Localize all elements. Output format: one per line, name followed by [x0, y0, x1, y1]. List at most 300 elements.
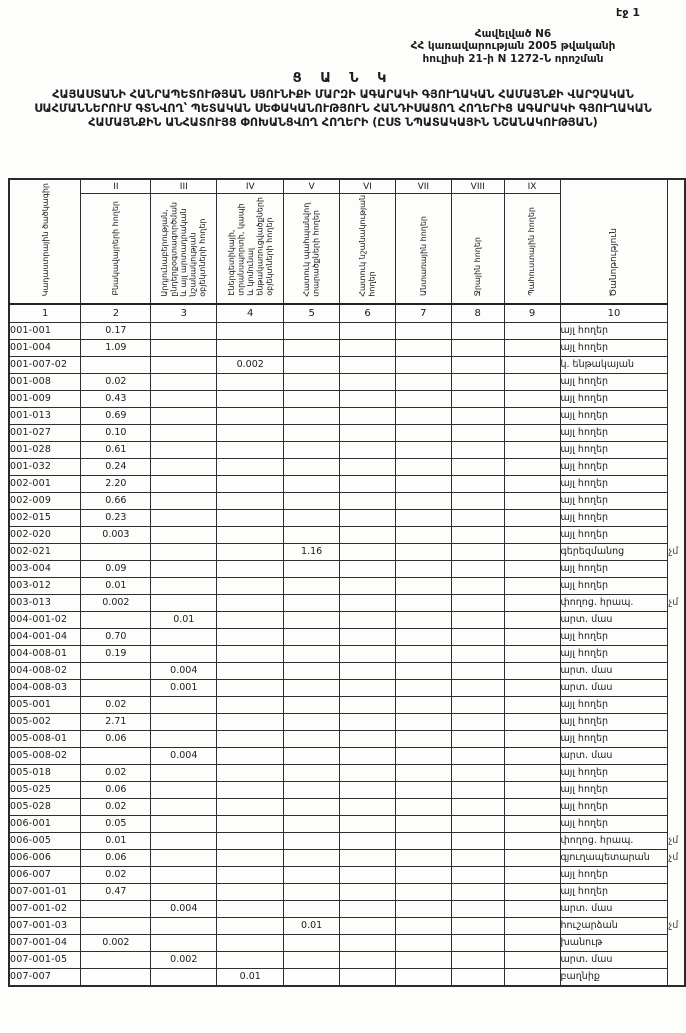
cell-value — [451, 730, 504, 747]
column-header-note-label: Ծանոթություն — [608, 228, 619, 297]
table-row — [9, 526, 685, 543]
cell-value — [217, 798, 284, 815]
table-row — [9, 492, 685, 509]
cell-note: այլ հողեր — [560, 407, 668, 424]
cell-note: այլ հողեր — [560, 526, 668, 543]
cell-value — [451, 373, 504, 390]
cell-value — [451, 577, 504, 594]
cell-value — [395, 560, 451, 577]
cell-value — [151, 424, 217, 441]
cell-value — [217, 407, 284, 424]
table-row — [9, 407, 685, 424]
cell-value — [395, 900, 451, 917]
cell-note: գյուղապետարան — [560, 849, 668, 866]
cell-value: 0.43 — [81, 390, 151, 407]
cell-value — [217, 883, 284, 900]
cell-value — [217, 543, 284, 560]
cell-note: այլ հողեր — [560, 458, 668, 475]
cell-value — [284, 781, 340, 798]
cell-value — [151, 543, 217, 560]
cell-value — [284, 611, 340, 628]
cell-code: 007-001-01 — [9, 883, 81, 900]
cell-code: 001-027 — [9, 424, 81, 441]
cell-note: այլ հողեր — [560, 883, 668, 900]
table-body — [9, 322, 685, 986]
cell-value — [395, 577, 451, 594]
cell-note: այլ հողեր — [560, 492, 668, 509]
cell-value — [504, 968, 560, 986]
cell-value: 0.002 — [151, 951, 217, 968]
cell-value — [395, 798, 451, 815]
cell-value — [151, 849, 217, 866]
table-row — [9, 543, 685, 560]
cell-value — [151, 628, 217, 645]
cell-value — [340, 900, 396, 917]
cell-value — [395, 832, 451, 849]
roman-numeral-IX: IX — [504, 179, 560, 194]
cell-value — [340, 424, 396, 441]
margin-note — [668, 322, 685, 339]
cell-value — [284, 798, 340, 815]
cell-value: 0.004 — [151, 900, 217, 917]
cell-value — [395, 696, 451, 713]
cell-code: 004-008-01 — [9, 645, 81, 662]
cell-note: արտ. մաս — [560, 951, 668, 968]
cell-value — [151, 577, 217, 594]
cell-value — [340, 492, 396, 509]
table-row — [9, 509, 685, 526]
cell-note: այլ հողեր — [560, 781, 668, 798]
decree-line-2: հուլիսի 21-ի N 1272-Ն որոշման — [422, 52, 604, 65]
cell-code: 007-001-05 — [9, 951, 81, 968]
cell-value — [151, 390, 217, 407]
cell-code: 006-006 — [9, 849, 81, 866]
cell-value — [395, 747, 451, 764]
doc-subtitle: ՀԱՅԱՍՏԱՆԻ ՀԱՆՐԱՊԵՏՈՒԹՅԱՆ ՍՅՈՒՆԻՔԻ ՄԱՐԶԻ ԱԳԱՐԱԿԻ ԳՅՈՒՂԱԿԱՆ ՀԱՄԱՅՆՔԻ ՎԱՐՉԱԿԱՆ ՍԱՀՄԱՆՆԵՐՈՒՄ ԳՏՆՎՈՂ՝ ՊԵՏԱԿԱՆ ՍԵՓԱԿԱՆՈՒԹՅՈՒՆ ՀԱՆԴԻՍԱՑՈՂ ՀՈՂԵՐԻՑ ԱԳԱՐԱԿԻ ԳՅՈՒՂԱԿԱՆ ՀԱՄԱՅՆՔԻՆ ԱՆՀԱՏՈՒՅՑ ՓՈԽԱՆՑՎՈՂ ՀՈՂԵՐԻ (ԸՍՏ ՆՊԱՏԱԿԱՅԻՆ ՆՇԱՆԱԿՈՒԹՅԱՆ) — [34, 88, 652, 129]
cell-value — [451, 339, 504, 356]
header-roman-row — [9, 179, 685, 194]
cell-note: այլ հողեր — [560, 441, 668, 458]
cell-value: 0.002 — [81, 934, 151, 951]
cell-value — [151, 594, 217, 611]
cell-value — [451, 883, 504, 900]
cell-value: 0.19 — [81, 645, 151, 662]
land-parcels-table — [8, 178, 686, 987]
cell-value: 0.24 — [81, 458, 151, 475]
cell-value — [504, 475, 560, 492]
cell-value: 0.002 — [217, 356, 284, 373]
appendix-block — [348, 28, 678, 65]
cell-code: 001-009 — [9, 390, 81, 407]
cell-value: 0.001 — [151, 679, 217, 696]
cell-value — [217, 594, 284, 611]
cell-value — [151, 866, 217, 883]
table-row — [9, 866, 685, 883]
cell-code: 005-001 — [9, 696, 81, 713]
cell-value — [284, 883, 340, 900]
cell-note: այլ հողեր — [560, 390, 668, 407]
cell-note: այլ հողեր — [560, 475, 668, 492]
cell-value — [395, 322, 451, 339]
cell-value — [151, 781, 217, 798]
margin-note — [668, 628, 685, 645]
cell-value — [151, 696, 217, 713]
cell-value: 0.69 — [81, 407, 151, 424]
cell-value — [217, 747, 284, 764]
cell-note: այլ հողեր — [560, 764, 668, 781]
cell-value — [340, 679, 396, 696]
cell-value — [217, 900, 284, 917]
margin-note — [668, 730, 685, 747]
category-label: Արդյունաբերության, ընդերքօգտագործման և այլ արտադրական նշանակության օբյեկտների հողեր — [160, 202, 207, 297]
table-row — [9, 815, 685, 832]
cell-value: 0.02 — [81, 696, 151, 713]
cell-value — [395, 815, 451, 832]
cell-value — [504, 764, 560, 781]
cell-value — [81, 356, 151, 373]
cell-value — [284, 424, 340, 441]
cell-value — [81, 951, 151, 968]
cell-value — [395, 594, 451, 611]
cell-value — [504, 917, 560, 934]
cell-value — [151, 645, 217, 662]
column-header-category-vii — [395, 194, 451, 304]
column-number-9: 9 — [504, 304, 560, 323]
cell-value — [504, 390, 560, 407]
cell-value — [395, 968, 451, 986]
category-label: Պահուստային հողեր — [527, 207, 537, 296]
cell-value — [395, 713, 451, 730]
cell-value — [217, 560, 284, 577]
cell-value — [217, 866, 284, 883]
cell-value — [340, 509, 396, 526]
cell-value — [451, 492, 504, 509]
cell-value: 0.06 — [81, 849, 151, 866]
cell-code: 004-001-02 — [9, 611, 81, 628]
cell-value — [340, 934, 396, 951]
margin-note — [668, 492, 685, 509]
cell-code: 002-021 — [9, 543, 81, 560]
cell-value — [81, 611, 151, 628]
cell-note: արտ. մաս — [560, 747, 668, 764]
roman-numeral-III: III — [151, 179, 217, 194]
cell-code: 005-028 — [9, 798, 81, 815]
margin-note — [668, 764, 685, 781]
cell-value: 0.10 — [81, 424, 151, 441]
cell-value — [151, 730, 217, 747]
cell-value — [284, 594, 340, 611]
cell-value — [395, 730, 451, 747]
table-row — [9, 730, 685, 747]
cell-code: 001-032 — [9, 458, 81, 475]
cell-value — [217, 917, 284, 934]
cell-value — [395, 679, 451, 696]
cell-value: 0.004 — [151, 662, 217, 679]
cell-value — [451, 509, 504, 526]
cell-value — [504, 645, 560, 662]
cell-value — [340, 730, 396, 747]
cell-value — [284, 577, 340, 594]
cell-value: 0.47 — [81, 883, 151, 900]
cell-value — [340, 917, 396, 934]
table-row — [9, 458, 685, 475]
cell-code: 005-002 — [9, 713, 81, 730]
cell-note: այլ հողեր — [560, 866, 668, 883]
column-header-category-ii — [81, 194, 151, 304]
cell-value — [504, 798, 560, 815]
cell-note: փողոց. հրապ. — [560, 832, 668, 849]
cell-value — [395, 509, 451, 526]
cell-value: 0.01 — [151, 611, 217, 628]
cell-code: 002-015 — [9, 509, 81, 526]
column-header-code — [9, 179, 81, 304]
column-number-5: 5 — [284, 304, 340, 323]
cell-value — [395, 339, 451, 356]
cell-note: այլ հողեր — [560, 339, 668, 356]
cell-value — [151, 373, 217, 390]
cell-value — [151, 798, 217, 815]
cell-value — [284, 526, 340, 543]
cell-value — [451, 458, 504, 475]
cell-value — [451, 679, 504, 696]
cell-value — [395, 356, 451, 373]
cell-value — [284, 849, 340, 866]
cell-value: 0.05 — [81, 815, 151, 832]
cell-code: 005-008-02 — [9, 747, 81, 764]
cell-value — [284, 645, 340, 662]
table-row — [9, 628, 685, 645]
cell-value — [217, 832, 284, 849]
cell-code: 005-025 — [9, 781, 81, 798]
cell-value — [284, 900, 340, 917]
margin-note — [668, 390, 685, 407]
cell-value — [395, 849, 451, 866]
cell-value — [151, 509, 217, 526]
cell-value — [395, 373, 451, 390]
category-label: Հատուկ պահպանվող տարածքների հողեր — [302, 202, 321, 297]
table-row — [9, 849, 685, 866]
cell-note: այլ հողեր — [560, 628, 668, 645]
cell-value — [504, 356, 560, 373]
cell-value — [151, 883, 217, 900]
cell-note: հուշարձան — [560, 917, 668, 934]
cell-value: 0.06 — [81, 730, 151, 747]
cell-value — [151, 407, 217, 424]
cell-code: 006-007 — [9, 866, 81, 883]
cell-code: 005-018 — [9, 764, 81, 781]
cell-value — [284, 730, 340, 747]
cell-value — [340, 815, 396, 832]
cell-value — [217, 730, 284, 747]
cell-value: 0.61 — [81, 441, 151, 458]
cell-value — [451, 645, 504, 662]
cell-value — [284, 339, 340, 356]
cell-value — [284, 696, 340, 713]
roman-numeral-II: II — [81, 179, 151, 194]
cell-value — [504, 611, 560, 628]
cell-value — [395, 628, 451, 645]
roman-numeral-VIII: VIII — [451, 179, 504, 194]
cell-value — [217, 390, 284, 407]
cell-note: այլ հողեր — [560, 798, 668, 815]
cell-value — [340, 968, 396, 986]
cell-value — [395, 645, 451, 662]
cell-value — [395, 458, 451, 475]
cell-value — [217, 849, 284, 866]
cell-value — [217, 322, 284, 339]
cell-value — [395, 951, 451, 968]
cell-value: 0.01 — [217, 968, 284, 986]
cell-value — [340, 764, 396, 781]
cell-value — [504, 492, 560, 509]
cell-value — [340, 798, 396, 815]
roman-numeral-V: V — [284, 179, 340, 194]
cell-value — [217, 696, 284, 713]
cell-note: այլ հողեր — [560, 373, 668, 390]
table-row — [9, 424, 685, 441]
margin-note — [668, 679, 685, 696]
cell-value — [395, 611, 451, 628]
margin-note — [668, 356, 685, 373]
table-row — [9, 356, 685, 373]
cell-value — [451, 475, 504, 492]
cell-value — [395, 781, 451, 798]
cell-value — [217, 934, 284, 951]
cell-value — [504, 730, 560, 747]
column-header-note — [560, 179, 668, 304]
cell-value — [504, 713, 560, 730]
table-row — [9, 679, 685, 696]
cell-value: 0.02 — [81, 373, 151, 390]
cell-value — [151, 815, 217, 832]
cell-value — [504, 373, 560, 390]
cell-value — [151, 492, 217, 509]
column-header-category-iii — [151, 194, 217, 304]
margin-note — [668, 934, 685, 951]
cell-value — [284, 407, 340, 424]
table-row — [9, 934, 685, 951]
category-label: Բնակավայրերի հողեր — [111, 200, 121, 296]
cell-value — [451, 747, 504, 764]
cell-value — [340, 441, 396, 458]
cell-value — [451, 560, 504, 577]
cell-value — [81, 968, 151, 986]
column-header-code-label: Կադաստրային ծածկագիր — [40, 183, 50, 297]
cell-value — [217, 492, 284, 509]
cell-value — [284, 713, 340, 730]
cell-code: 007-007 — [9, 968, 81, 986]
cell-value — [217, 509, 284, 526]
cell-value — [395, 934, 451, 951]
cell-value — [81, 679, 151, 696]
cell-code: 001-008 — [9, 373, 81, 390]
cell-value — [284, 390, 340, 407]
cell-value — [340, 866, 396, 883]
category-label: Էներգետիկայի, տրանսպորտի, կապի և կոմունալ ենթակառուցվածքների օբյեկտների հողեր — [226, 197, 274, 296]
table-row — [9, 390, 685, 407]
cell-code: 006-001 — [9, 815, 81, 832]
cell-value — [217, 441, 284, 458]
margin-note — [668, 866, 685, 883]
cell-value — [217, 373, 284, 390]
cell-value — [504, 815, 560, 832]
cell-value: 0.002 — [81, 594, 151, 611]
column-number-8: 8 — [451, 304, 504, 323]
cell-value — [340, 543, 396, 560]
margin-note — [668, 662, 685, 679]
cell-value — [284, 356, 340, 373]
decree-line-1: ՀՀ կառավարության 2005 թվականի — [410, 40, 616, 53]
cell-value — [395, 492, 451, 509]
cell-value — [340, 883, 396, 900]
cell-value — [151, 356, 217, 373]
cell-value — [340, 628, 396, 645]
cell-value — [81, 900, 151, 917]
cell-value — [504, 594, 560, 611]
cell-value — [395, 917, 451, 934]
cell-value — [284, 866, 340, 883]
cell-value — [284, 934, 340, 951]
cell-value — [451, 713, 504, 730]
table-row — [9, 747, 685, 764]
cell-value — [504, 747, 560, 764]
cell-value — [504, 322, 560, 339]
cell-value — [504, 781, 560, 798]
cell-value — [395, 424, 451, 441]
cell-value — [451, 441, 504, 458]
cell-value — [395, 441, 451, 458]
cell-value — [284, 628, 340, 645]
cell-code: 002-001 — [9, 475, 81, 492]
cell-value — [395, 883, 451, 900]
margin-note — [668, 407, 685, 424]
cell-value — [504, 832, 560, 849]
margin-note — [668, 441, 685, 458]
margin-note — [668, 968, 685, 986]
table-row — [9, 577, 685, 594]
margin-note — [668, 883, 685, 900]
cell-value — [340, 594, 396, 611]
cell-value — [284, 679, 340, 696]
cell-value — [451, 951, 504, 968]
cell-code: 007-001-03 — [9, 917, 81, 934]
cell-value: 1.09 — [81, 339, 151, 356]
cell-code: 001-007-02 — [9, 356, 81, 373]
doc-title: Ց Ա Ն Կ — [292, 71, 394, 86]
margin-note — [668, 424, 685, 441]
cell-value — [395, 475, 451, 492]
cell-value — [151, 322, 217, 339]
margin-note: չմ — [668, 594, 685, 611]
cell-value — [504, 424, 560, 441]
cell-value — [284, 492, 340, 509]
cell-value — [340, 781, 396, 798]
margin-note: չմ — [668, 832, 685, 849]
cell-value — [340, 390, 396, 407]
cell-value — [217, 951, 284, 968]
cell-code: 007-001-04 — [9, 934, 81, 951]
cell-note: բաղնիք — [560, 968, 668, 986]
cell-value — [284, 475, 340, 492]
cell-value: 1.16 — [284, 543, 340, 560]
cell-value — [81, 662, 151, 679]
margin-note — [668, 798, 685, 815]
table-row — [9, 339, 685, 356]
cell-value — [451, 662, 504, 679]
cell-value — [451, 322, 504, 339]
cell-value — [451, 764, 504, 781]
cell-value — [340, 832, 396, 849]
